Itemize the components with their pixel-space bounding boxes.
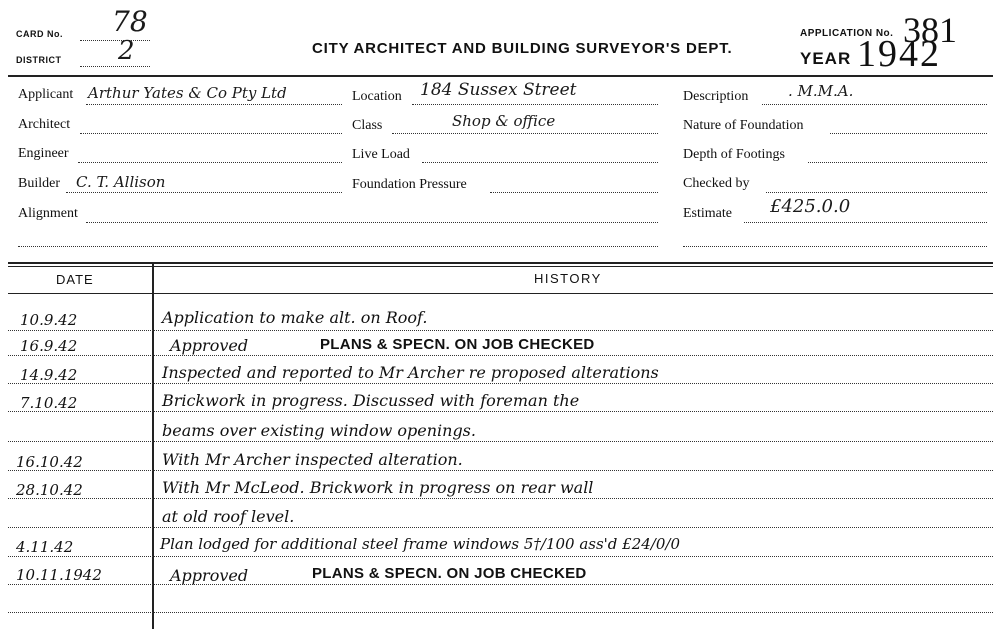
card-no-value: 78 [112,5,148,38]
dept-title: CITY ARCHITECT AND BUILDING SURVEYOR'S DEPT. [312,40,733,57]
alignment-line [86,222,658,223]
year-value: 1942 [857,33,941,75]
estimate-line [744,222,987,223]
row-line [8,584,993,585]
history-date: 16.9.42 [20,337,78,355]
engineer-line [78,162,342,163]
class-line [392,133,658,134]
checked-stamp: PLANS & SPECN. ON JOB CHECKED [312,565,587,582]
history-date: 10.9.42 [20,311,78,329]
location-label: Location [352,89,402,104]
alignment-line-2 [18,246,658,247]
row-line [8,441,993,442]
estimate-label: Estimate [683,206,732,221]
history-entry: With Mr McLeod. Brickwork in progress on rear wall [162,478,594,497]
row-line [8,383,993,384]
applicant-line [86,104,342,105]
checked-stamp: PLANS & SPECN. ON JOB CHECKED [320,336,595,353]
engineer-label: Engineer [18,146,69,161]
foundation-pressure-line [490,192,658,193]
application-value: 381 [903,10,957,50]
card-no-line [80,40,150,41]
description-value: . M.M.A. [788,82,854,100]
history-date: 7.10.42 [20,394,78,412]
estimate-line-2 [683,246,987,247]
history-date: 14.9.42 [20,366,78,384]
district-label: DISTRICT [16,55,62,65]
architect-line [80,133,342,134]
row-line [8,470,993,471]
history-date: 10.11.1942 [16,566,102,584]
applicant-label: Applicant [18,87,74,102]
card-no-label: CARD No. [16,29,63,39]
row-line [8,527,993,528]
history-entry: Approved [170,566,249,585]
description-line [762,104,987,105]
history-entry: With Mr Archer inspected alteration. [162,450,463,469]
applicant-value: Arthur Yates & Co Pty Ltd [88,84,287,102]
location-line [412,104,658,105]
history-top-rule-2 [8,266,993,267]
history-date: 16.10.42 [16,453,83,471]
history-entry: at old roof level. [162,507,295,526]
history-entry: Application to make alt. on Roof. [162,308,428,327]
location-value: 184 Sussex Street [420,80,577,100]
history-entry: Inspected and reported to Mr Archer re proposed alterations [162,363,659,382]
history-entry: Approved [170,336,249,355]
depth-line [808,162,987,163]
class-label: Class [352,118,383,133]
row-line [8,330,993,331]
alignment-label: Alignment [18,206,78,221]
nature-line [830,133,987,134]
row-line [8,556,993,557]
builder-value: C. T. Allison [76,173,166,191]
description-label: Description [683,89,749,104]
row-line [8,411,993,412]
foundation-pressure-label: Foundation Pressure [352,177,467,192]
history-entry: Brickwork in progress. Discussed with foreman the [162,391,580,410]
history-date: 28.10.42 [16,481,83,499]
history-top-rule [8,262,993,264]
builder-line [66,192,342,193]
history-header-rule [8,293,993,294]
year-label: YEAR [800,49,852,68]
row-line [8,612,993,613]
estimate-value: £425.0.0 [770,196,851,217]
live-load-line [422,162,658,163]
builder-label: Builder [18,176,60,191]
checked-line [766,192,987,193]
district-line [80,66,150,67]
history-entry: Plan lodged for additional steel frame windows 5†/100 ass'd £24/0/0 [160,535,680,553]
row-line [8,355,993,356]
date-header: DATE [56,272,94,287]
checked-label: Checked by [683,176,750,191]
district-value: 2 [118,36,135,66]
history-header: HISTORY [534,271,602,286]
application-label: APPLICATION No. [800,28,894,39]
history-date: 4.11.42 [16,538,74,556]
header-rule [8,75,993,77]
nature-label: Nature of Foundation [683,118,804,133]
row-line [8,498,993,499]
depth-label: Depth of Footings [683,147,785,162]
live-load-label: Live Load [352,147,410,162]
architect-label: Architect [18,117,71,132]
date-column-divider [152,262,154,629]
history-entry: beams over existing window openings. [162,421,476,440]
class-value: Shop & office [452,112,556,130]
